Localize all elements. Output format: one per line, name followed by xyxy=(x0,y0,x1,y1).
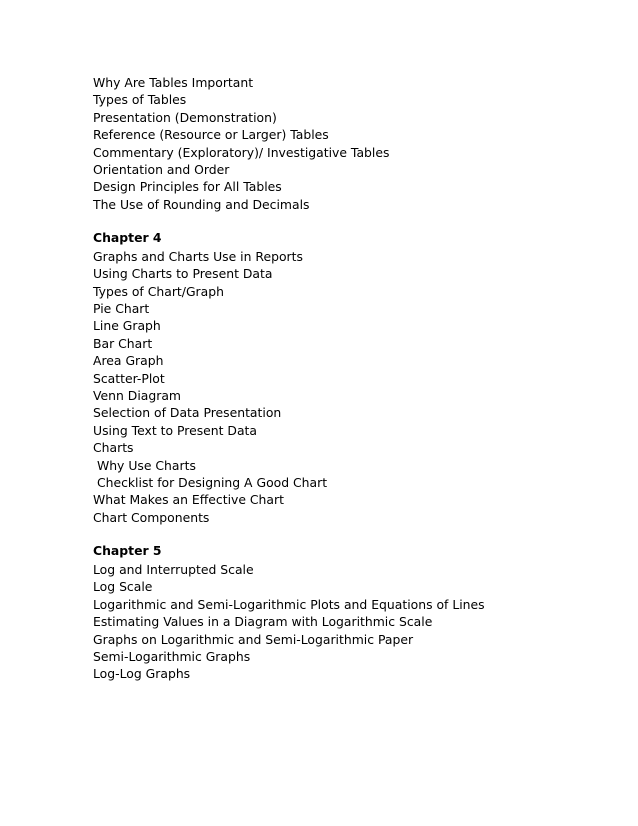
list-item: Log and Interrupted Scale xyxy=(93,561,254,577)
list-item: Area Graph xyxy=(93,353,164,369)
list-item: Presentation (Demonstration) xyxy=(93,109,277,125)
list-item: Orientation and Order xyxy=(93,161,230,177)
list-item: Reference (Resource or Larger) Tables xyxy=(93,127,329,143)
list-item: Bar Chart xyxy=(93,335,153,351)
list-item: Why Are Tables Important xyxy=(93,75,254,90)
list-item: Selection of Data Presentation xyxy=(93,405,282,421)
list-item: Graphs on Logarithmic and Semi-Logarithmic Paper xyxy=(93,631,414,647)
list-item: Log Scale xyxy=(93,579,153,595)
list-item: Types of Tables xyxy=(93,92,187,108)
list-item: Log-Log Graphs xyxy=(93,666,191,682)
list-item: Checklist for Designing A Good Chart xyxy=(93,474,328,490)
list-item: Line Graph xyxy=(93,318,161,334)
list-item: Design Principles for All Tables xyxy=(93,179,282,195)
list-item: Types of Chart/Graph xyxy=(93,283,224,299)
list-item: Using Charts to Present Data xyxy=(93,266,273,282)
list-item: Estimating Values in a Diagram with Logarithmic Scale xyxy=(93,614,433,630)
list-item: Charts xyxy=(93,440,134,456)
list-item: Chart Components xyxy=(93,509,210,525)
list-item: Graphs and Charts Use in Reports xyxy=(93,248,303,264)
chapter-5-heading: Chapter 5 xyxy=(93,542,162,558)
list-item: Venn Diagram xyxy=(93,388,181,404)
chapter-5-section xyxy=(93,542,613,683)
intro-list xyxy=(93,74,613,213)
list-item: Using Text to Present Data xyxy=(93,422,258,438)
list-item: Scatter-Plot xyxy=(93,370,165,386)
list-item: What Makes an Effective Chart xyxy=(93,492,284,508)
list-item: Why Use Charts xyxy=(93,457,196,473)
list-item: Pie Chart xyxy=(93,301,150,317)
document-page xyxy=(93,74,613,683)
chapter-4-heading: Chapter 4 xyxy=(93,229,162,245)
list-item: Semi-Logarithmic Graphs xyxy=(93,648,251,664)
list-item: The Use of Rounding and Decimals xyxy=(93,196,310,212)
chapter-4-section xyxy=(93,229,613,527)
list-item: Commentary (Exploratory)/ Investigative Tables xyxy=(93,144,390,160)
list-item: Logarithmic and Semi-Logarithmic Plots and Equations of Lines xyxy=(93,596,485,612)
